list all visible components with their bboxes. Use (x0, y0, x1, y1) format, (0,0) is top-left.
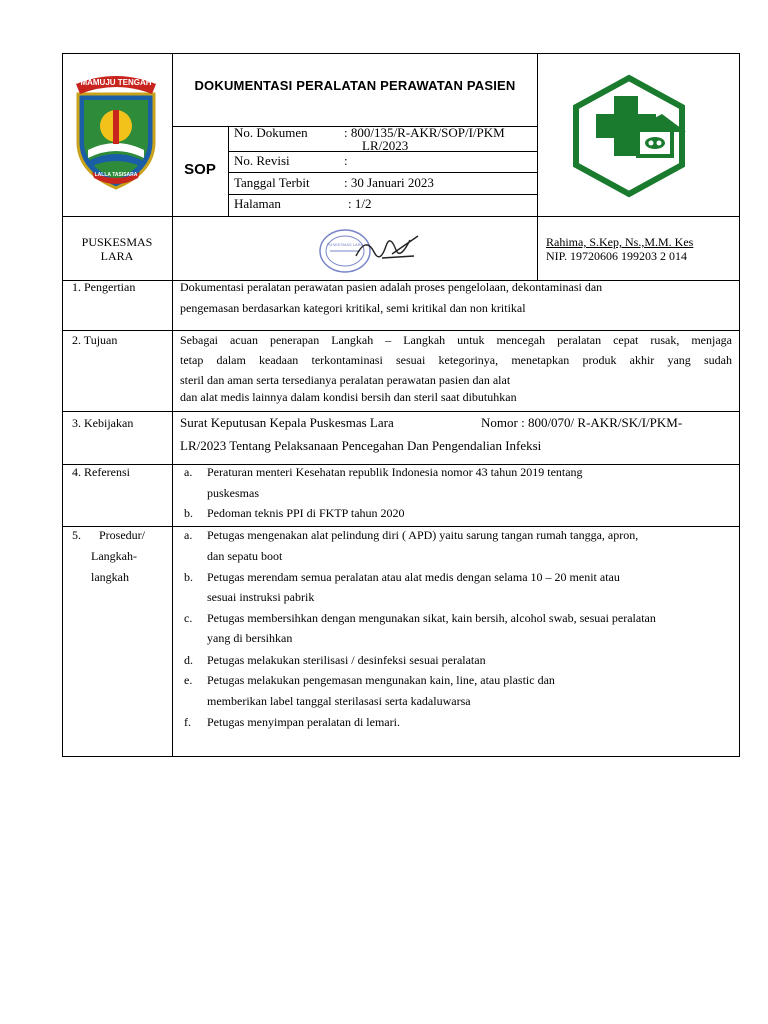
kebijakan-line-2: LR/2023 Tentang Pelaksanaan Pencegahan Dan Pengendalian Infeksi (180, 438, 542, 453)
prosedur-item-c-line-2: yang di bersihkan (207, 631, 293, 645)
referensi-item-a-line-2: puskesmas (207, 486, 259, 500)
prosedur-marker-c: c. (184, 611, 193, 625)
referensi-item-a-line-1: Peraturan menteri Kesehatan republik Indonesia nomor 43 tahun 2019 tentang (207, 465, 583, 479)
meta-label-revisi: No. Revisi (234, 153, 290, 168)
org-name-line1: PUSKESMAS (81, 235, 153, 249)
tujuan-line-4: dan alat medis lainnya dalam kondisi bersih dan steril saat dibutuhkan (180, 390, 517, 404)
meta-label-halaman: Halaman (234, 196, 281, 211)
prosedur-marker-a: a. (184, 528, 193, 542)
stamp-text: PUSKESMAS LARA (326, 242, 364, 247)
tujuan-line-2: tetap dalam keadaan terkontaminasi sesuai ketegorinya, menetapkan produk akhir yang sudah (180, 353, 732, 367)
prosedur-item-a-line-2: dan sepatu boot (207, 549, 283, 563)
document-title: DOKUMENTASI PERALATAN PERAWATAN PASIEN (194, 78, 516, 93)
prosedur-item-b-line-1: Petugas merendam semua peralatan atau alat medis dengan selama 10 – 20 menit atau (207, 570, 620, 584)
signer-nip: NIP. 19720606 199203 2 014 (546, 249, 688, 263)
pengertian-line-2: pengemasan berdasarkan kategori kritikal, semi kritikal dan non kritikal (180, 301, 526, 315)
referensi-marker-a: a. (184, 465, 193, 479)
referensi-marker-b: b. (184, 506, 193, 520)
prosedur-item-d-line-1: Petugas melakukan sterilisasi / desinfeksi sesuai peralatan (207, 653, 486, 667)
sop-label: SOP (184, 161, 216, 178)
tujuan-line-1: Sebagai acuan penerapan Langkah – Langkah untuk mencegah peralatan cepat rusak, menjaga (180, 333, 732, 347)
section-label-prosedur-3: langkah (91, 570, 129, 584)
logo-bottom-text: LALLA TASISARA (94, 172, 138, 178)
prosedur-marker-f: f. (184, 715, 191, 729)
meta-value-dokumen: : 800/135/R-AKR/SOP/I/PKM (344, 125, 505, 140)
section-label-prosedur-1: 5. Prosedur/ (72, 528, 145, 542)
logo-top-text: MAMUJU TENGAH (80, 78, 152, 87)
tujuan-line-3: steril dan aman serta tersedianya peralatan perawatan pasien dan alat (180, 373, 511, 387)
org-name-line2: LARA (100, 249, 134, 263)
section-label-pengertian: 1. Pengertian (72, 280, 136, 294)
section-label-referensi: 4. Referensi (72, 465, 130, 479)
prosedur-marker-e: e. (184, 673, 193, 687)
meta-label-tanggal: Tanggal Terbit (234, 175, 310, 190)
meta-value-halaman: : 1/2 (348, 196, 372, 211)
puskesmas-logo (570, 74, 688, 198)
prosedur-item-a-line-1: Petugas mengenakan alat pelindung diri ( APD) yaitu sarung tangan rumah tangga, apron, (207, 528, 639, 542)
meta-value-revisi: : (344, 153, 348, 168)
mamuju-tengah-logo (68, 72, 164, 192)
section-label-kebijakan: 3. Kebijakan (72, 416, 134, 430)
signer-name: Rahima, S.Kep, Ns.,M.M. Kes (546, 235, 694, 249)
prosedur-item-c-line-1: Petugas membersihkan dengan mengunakan sikat, kain bersih, alcohol swab, sesuai peralatan (207, 611, 656, 625)
prosedur-marker-d: d. (184, 653, 193, 667)
prosedur-item-e-line-1: Petugas melakukan pengemasan mengunakan kain, line, atau plastic dan (207, 673, 555, 687)
section-label-prosedur-2: Langkah- (91, 549, 137, 563)
referensi-item-b-line-1: Pedoman teknis PPI di FKTP tahun 2020 (207, 506, 405, 520)
signature (352, 226, 422, 272)
prosedur-item-b-line-2: sesuai instruksi pabrik (207, 590, 315, 604)
prosedur-item-f-line-1: Petugas menyimpan peralatan di lemari. (207, 715, 400, 729)
kebijakan-line-1b: Nomor : 800/070/ R-AKR/SK/I/PKM- (481, 415, 683, 430)
kebijakan-line-1a: Surat Keputusan Kepala Puskesmas Lara (180, 415, 394, 430)
pengertian-line-1: Dokumentasi peralatan perawatan pasien adalah proses pengelolaan, dekontaminasi dan (180, 280, 603, 294)
section-label-tujuan: 2. Tujuan (72, 333, 118, 347)
meta-label-dokumen: No. Dokumen (234, 125, 308, 140)
prosedur-item-e-line-2: memberikan label tanggal sterilasasi serta kadaluwarsa (207, 694, 471, 708)
meta-value-dokumen-2: LR/2023 (362, 138, 409, 153)
prosedur-marker-b: b. (184, 570, 193, 584)
meta-value-tanggal: : 30 Januari 2023 (344, 175, 434, 190)
